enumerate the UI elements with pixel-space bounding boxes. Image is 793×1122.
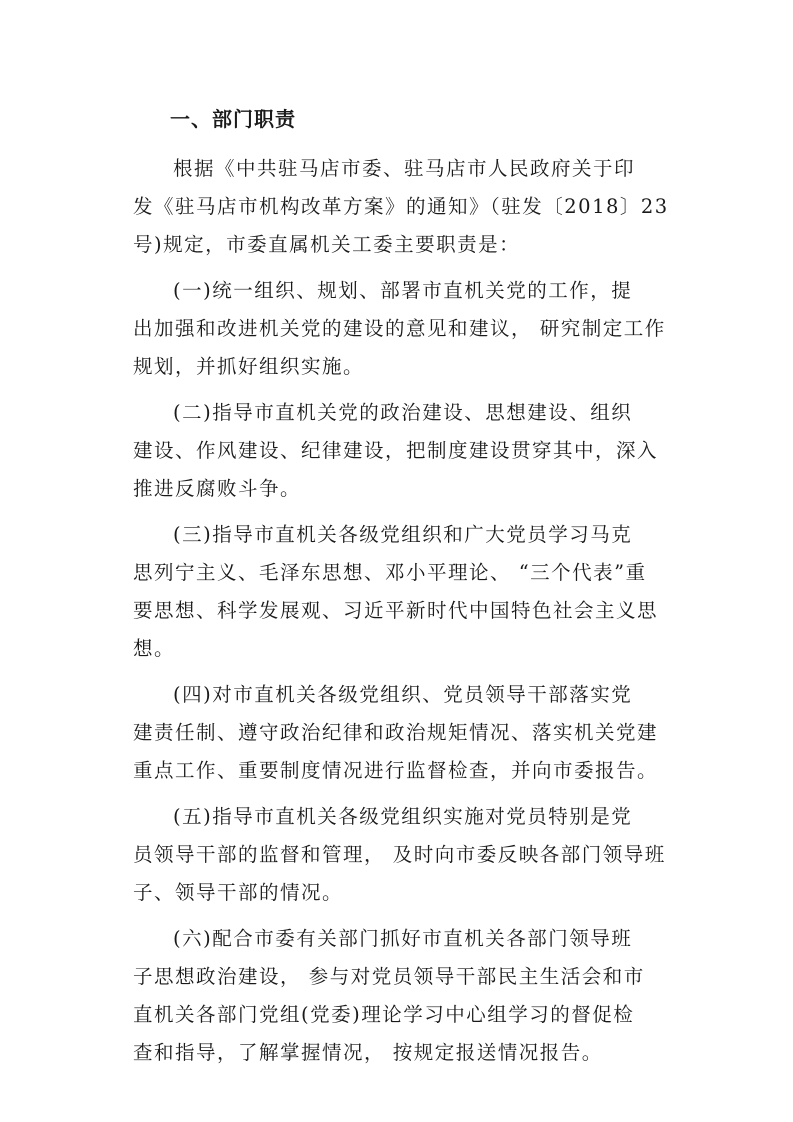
text-line: 员领导干部的监督和管理， 及时向市委反映各部门领导班 bbox=[133, 843, 666, 866]
text-line: 子、领导干部的情况。 bbox=[133, 881, 344, 904]
section-heading: 一、部门职责 bbox=[170, 107, 296, 131]
text-line: (一)统一组织、规划、部署市直机关党的工作，提 bbox=[173, 279, 633, 302]
paragraph-intro bbox=[133, 150, 673, 264]
paragraph-duty-5 bbox=[133, 798, 673, 912]
section-body bbox=[133, 150, 673, 1080]
paragraph-duty-4 bbox=[133, 676, 673, 790]
text-line: 建责任制、遵守政治纪律和政治规矩情况、落实机关党建 bbox=[133, 721, 659, 744]
text-line: 号)规定，市委直属机关工委主要职责是： bbox=[133, 233, 521, 256]
text-line: 发《驻马店市机构改革方案》的通知》（驻发〔2018〕23 bbox=[133, 195, 669, 218]
text-line: (二)指导市直机关党的政治建设、思想建设、组织 bbox=[173, 401, 633, 424]
paragraph-duty-2 bbox=[133, 394, 673, 508]
text-line: 查和指导，了解掌握情况， 按规定报送情况报告。 bbox=[133, 1041, 603, 1064]
text-line: 子思想政治建设， 参与对党员领导干部民主生活会和市 bbox=[133, 965, 645, 988]
text-line: 根据《中共驻马店市委、驻马店市人民政府关于印 bbox=[173, 157, 636, 180]
text-line: (六)配合市委有关部门抓好市直机关各部门领导班 bbox=[173, 927, 633, 950]
text-line: 思列宁主义、毛泽东思想、邓小平理论、 “三个代表”重 bbox=[133, 561, 647, 584]
paragraph-duty-1 bbox=[133, 272, 673, 386]
text-line: (三)指导市直机关各级党组织和广大党员学习马克 bbox=[173, 523, 633, 546]
text-line: (四)对市直机关各级党组织、党员领导干部落实党 bbox=[173, 683, 633, 706]
text-line: 推进反腐败斗争。 bbox=[133, 477, 302, 500]
paragraph-duty-6 bbox=[133, 920, 673, 1072]
text-line: (五)指导市直机关各级党组织实施对党员特别是党 bbox=[173, 805, 633, 828]
paragraph-duty-3 bbox=[133, 516, 673, 668]
text-line: 建设、作风建设、纪律建设，把制度建设贯穿其中，深入 bbox=[133, 439, 659, 462]
text-line: 要思想、科学发展观、习近平新时代中国特色社会主义思 bbox=[133, 599, 659, 622]
text-line: 直机关各部门党组(党委)理论学习中心组学习的督促检 bbox=[133, 1003, 635, 1026]
text-line: 重点工作、重要制度情况进行监督检查，并向市委报告。 bbox=[133, 759, 659, 782]
text-line: 出加强和改进机关党的建设的意见和建议， 研究制定工作 bbox=[133, 317, 666, 340]
text-line: 规划，并抓好组织实施。 bbox=[133, 355, 365, 378]
text-line: 想。 bbox=[133, 637, 176, 660]
